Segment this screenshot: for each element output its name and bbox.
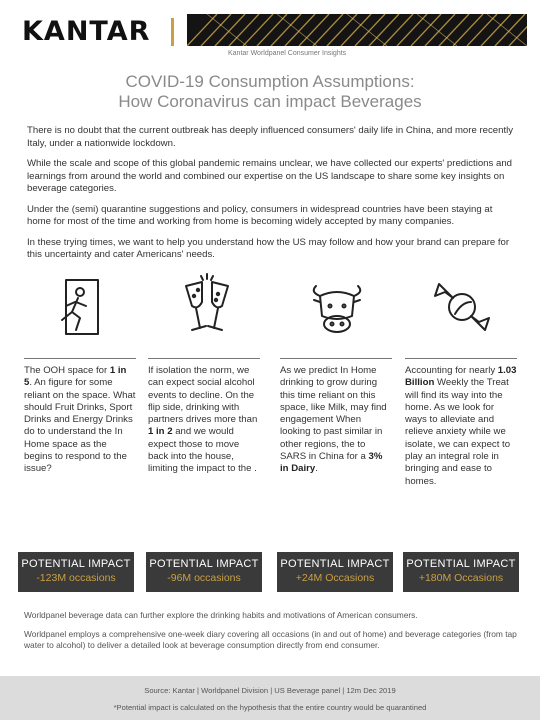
impact-value: -96M occasions — [167, 572, 241, 584]
alcohol-column: If isolation the norm, we can expect social alcohol events to decline. On the flip side, drinking with partners drives more than 1 in 2 and we would expect those to move back into the house, limiting the impact to the . — [148, 358, 260, 544]
title-line-2: How Coronavirus can impact Beverages — [118, 92, 422, 111]
source-note: Source: Kantar | Worldpanel Division | US Beverage panel | 12m Dec 2019 — [144, 686, 396, 695]
impact-label: POTENTIAL IMPACT — [149, 558, 259, 570]
logo-divider — [171, 18, 174, 46]
kantar-logo: KANTAR — [22, 16, 151, 47]
impact-value: +24M Occasions — [295, 572, 375, 584]
outro-paragraph: Worldpanel beverage data can further explore the drinking habits and motivations of American consumers. — [24, 610, 418, 620]
impact-value: -123M occasions — [36, 572, 116, 584]
impact-box — [146, 552, 262, 592]
title-line-1: COVID-19 Consumption Assumptions: — [125, 72, 415, 91]
header — [0, 0, 540, 70]
cow-icon — [302, 272, 372, 342]
impact-box — [18, 552, 134, 592]
dairy-column: As we predict In Home drinking to grow during this time reliant on this space, like Milk, may find engagement When looking to past similar in other regions, the to SARS in China for a 3% in Dairy. — [280, 358, 392, 544]
page-title — [0, 72, 540, 112]
outro-text — [24, 610, 519, 659]
outro-paragraph: Worldpanel employs a comprehensive one-week diary covering all occasions (in and out of home) and beverage categories (from tap water to alcohol) to deliver a detailed look at beverage consumption directly from end consumer. — [24, 629, 517, 650]
impact-label: POTENTIAL IMPACT — [406, 558, 516, 570]
ooh-column: The OOH space for 1 in 5. An figure for some reliant on the space. What should Fruit Drinks, Sport Drinks and Energy Drinks do to understand the In Home space as the begins to respond to the issue? — [24, 358, 136, 544]
impact-box — [403, 552, 519, 592]
candy-icon — [427, 272, 497, 342]
intro-paragraph: While the scale and scope of this global pandemic remains unclear, we have collected our experts' predictions and learnings from around the world and combined our expertise on the US landscape to share some key insights on beverage categories. — [27, 158, 512, 194]
intro-paragraph: In these trying times, we want to help you understand how the US may follow and how your brand can prepare for this uncertainty and cater Americans' needs. — [27, 236, 510, 260]
category-icons — [22, 272, 518, 352]
champagne-toast-icon — [172, 272, 242, 342]
footnote: *Potential impact is calculated on the hypothesis that the entire country would be quarantined — [113, 703, 427, 712]
gold-lines-banner — [187, 14, 527, 46]
intro-text — [27, 125, 517, 270]
intro-paragraph: Under the (semi) quarantine suggestions and policy, consumers in widespread countries have been staying at home for most of the time and working from home is becoming widely accepted by many companies. — [27, 203, 493, 227]
footer — [0, 676, 540, 720]
impact-box — [277, 552, 393, 592]
tagline: Kantar Worldpanel Consumer Insights — [228, 50, 347, 57]
impact-label: POTENTIAL IMPACT — [280, 558, 390, 570]
impact-label: POTENTIAL IMPACT — [21, 558, 131, 570]
impact-value: +180M Occasions — [418, 572, 504, 584]
treat-column: Accounting for nearly 1.03 Billion Weekly the Treat will find its way into the home. As we look for ways to alleviate and relieve anxiety while we isolate, we can expect to play an integral role in bringing and ease to homes. — [405, 358, 517, 544]
running-exit-icon — [42, 272, 112, 342]
intro-paragraph: There is no doubt that the current outbreak has deeply influenced consumers' daily life in China, and more recently Italy, under a nationwide lockdown. — [27, 125, 514, 149]
